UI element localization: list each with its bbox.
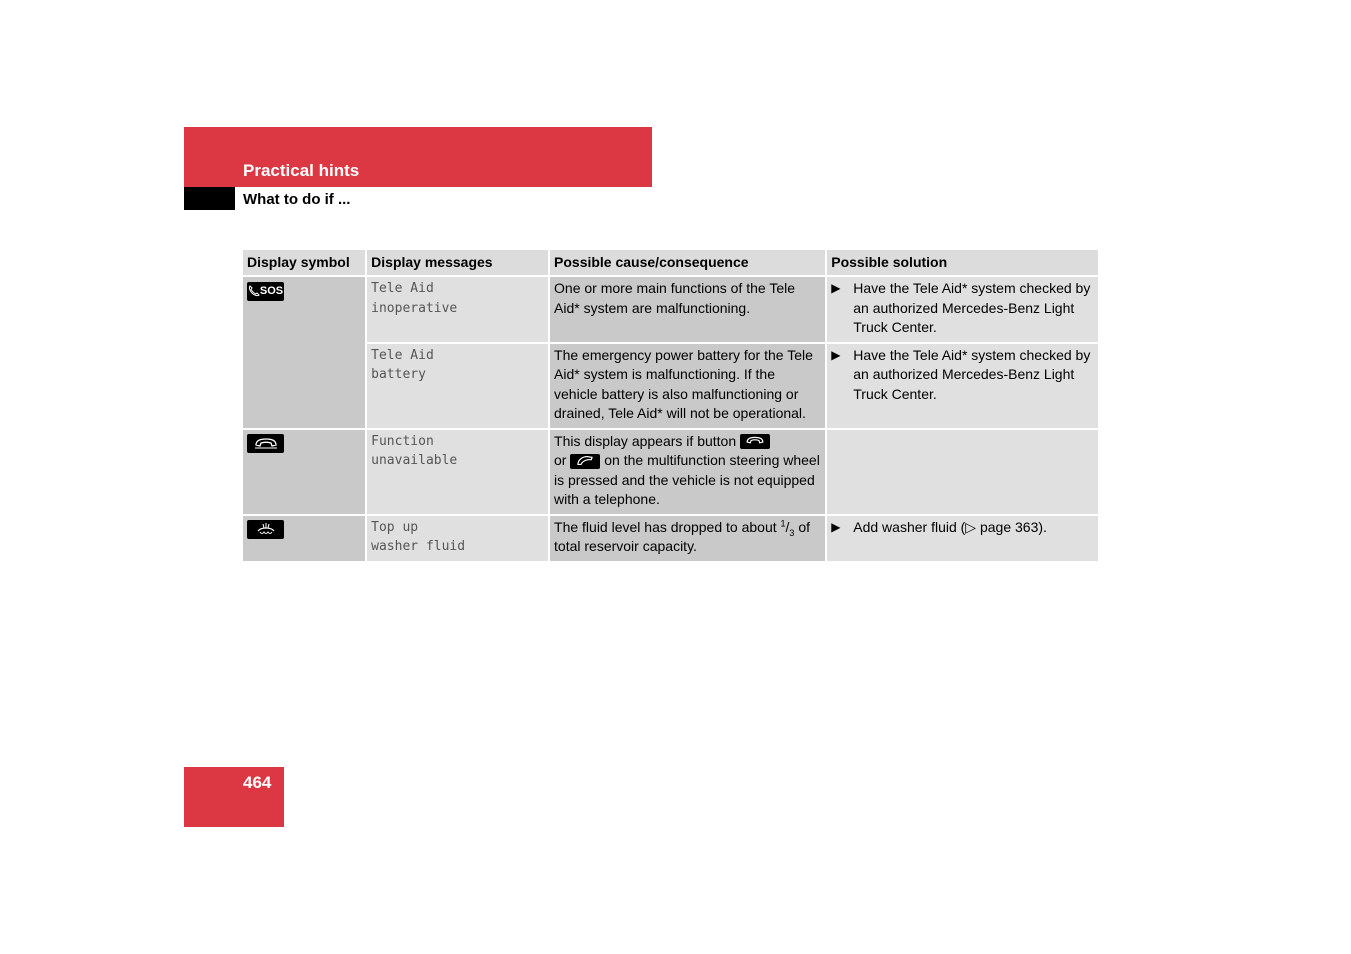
table-row [243,276,1098,343]
solution-text: Add washer fluid (▷ page 363). [853,518,1047,535]
subsection-title: What to do if ... [243,191,351,208]
message-line: Function [371,433,434,449]
cause-text: This display appears if button [554,432,737,449]
cause-text: or [554,452,567,468]
cause-cell [549,429,826,515]
cause-text: on the multifunction steering wheel is pressed and the vehicle is not equipped with a telephone. [554,452,820,507]
hang-up-phone-icon [247,434,284,453]
cause-cell: The fluid level has dropped to about $^1/_3$ of total reservoir capacity. [549,515,826,562]
column-header: Possible solution [826,250,1098,276]
section-title: Practical hints [243,161,360,180]
display-message-cell [366,343,549,429]
header-band [184,127,652,187]
cause-text: of total reservoir capacity. [554,518,811,554]
washer-fluid-icon [247,520,284,539]
solution-text: Have the Tele Aid* system checked by an authorized Mercedes-Benz Light Truck Center. [853,346,1091,402]
column-header: Possible cause/consequence [549,250,826,276]
display-symbol-cell [243,429,366,515]
display-messages-table [243,250,1098,563]
solution-cell [826,343,1098,429]
column-header: Display messages [366,250,549,276]
solution-cell [826,429,1098,515]
message-line: Top up [371,519,419,535]
message-line: Tele Aid [371,281,434,296]
bullet-arrow: ▶ [831,281,841,295]
fraction-numerator: 1 [780,517,786,528]
message-line: Tele Aid [371,347,434,363]
bullet-arrow: ▶ [831,347,841,362]
cause-cell: One or more main functions of the Tele Aid* system are malfunctioning. [549,276,826,343]
page-number-tab [184,767,284,827]
header-marker [184,187,235,210]
cause-cell: The emergency power battery for the Tele Aid* system is malfunctioning. If the vehicle battery is also malfunctioning or drained, Tele Aid* will not be operational. [549,343,826,429]
table-row [243,429,1098,515]
solution-cell [826,276,1098,343]
hang-up-phone-icon [740,434,770,449]
message-line: battery [371,367,426,382]
fraction-denominator: 3 [789,527,795,538]
display-message-cell [366,429,549,515]
display-symbol-cell [243,515,366,562]
message-line: unavailable [371,453,458,468]
solution-text: Have the Tele Aid* system checked by an authorized Mercedes-Benz Light Truck Center. [853,280,1091,335]
table-header-row [243,250,1098,276]
sos-label: SOS [259,284,284,297]
display-symbol-cell [243,276,366,429]
bullet-arrow: ▶ [831,519,841,534]
pick-up-phone-icon [570,454,600,469]
table-row [243,343,1098,429]
message-line: inoperative [371,300,458,316]
message-line: washer fluid [371,539,466,554]
display-message-cell [366,515,549,562]
page-number: 464 [243,773,272,792]
column-header: Display symbol [243,250,366,276]
solution-cell [826,515,1098,562]
cause-text: The fluid level has dropped to about [554,518,777,535]
phone-sos-icon [247,282,284,301]
display-message-cell [366,276,549,343]
table-row [243,515,1098,562]
